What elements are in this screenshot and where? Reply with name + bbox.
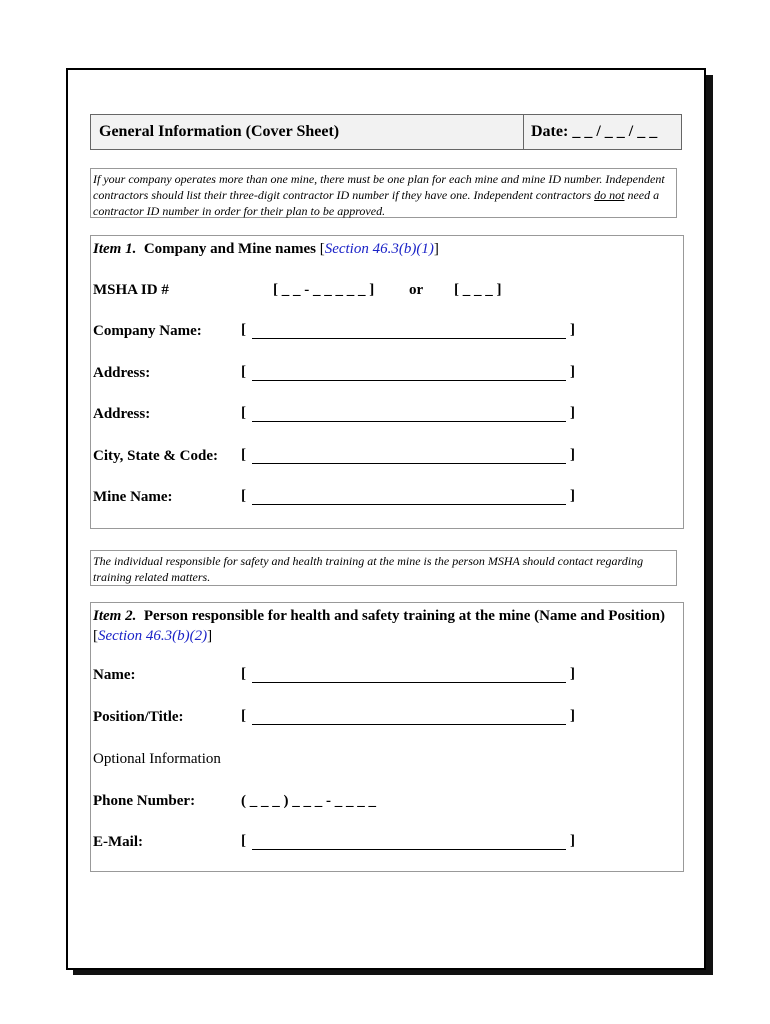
item1-heading	[93, 239, 439, 259]
company-name-label: Company Name:	[93, 323, 202, 339]
email-label: E-Mail:	[93, 834, 143, 850]
phone-number-label: Phone Number:	[93, 793, 196, 809]
city-state-code-field[interactable]	[241, 447, 575, 464]
trainer-name-field[interactable]	[241, 666, 575, 683]
item1-title: Company and Mine names	[143, 241, 316, 257]
input-line	[252, 324, 566, 339]
bracket-close: ]	[570, 405, 575, 421]
input-line	[252, 668, 566, 683]
item2-title: Person responsible for health and safety training at the mine (Name and Position)	[143, 608, 665, 624]
input-line	[252, 490, 566, 505]
trainer-name-label: Name:	[93, 667, 136, 683]
input-line	[252, 407, 566, 422]
bracket-close: ]	[570, 322, 575, 338]
header-box	[90, 114, 682, 150]
mine-name-field[interactable]	[241, 488, 575, 505]
bracket-open: [	[241, 833, 246, 849]
item2-heading	[93, 606, 678, 646]
optional-info-label: Optional Information	[93, 751, 221, 767]
bracket-close: ]	[570, 708, 575, 724]
page-title: General Information (Cover Sheet)	[99, 123, 340, 140]
bracket-open: [	[241, 488, 246, 504]
address-field-2[interactable]	[241, 405, 575, 422]
bracket-close: ]	[570, 447, 575, 463]
bracket-close: ]	[570, 833, 575, 849]
item2-label: Item 2.	[93, 608, 137, 624]
date-field[interactable]: Date: _ _ / _ _ / _ _	[531, 123, 658, 140]
msha-id-label: MSHA ID #	[93, 282, 169, 298]
input-line	[252, 366, 566, 381]
note1-text-end: need a contractor ID number in order for their plan to be approved.	[93, 188, 660, 218]
note1-underlined: do not	[594, 188, 625, 202]
instruction-note-2: The individual responsible for safety and health training at the mine is the person MSHA should contact regarding training related matters.	[90, 550, 677, 586]
instruction-note-1	[90, 168, 677, 218]
note1-text-start: If your company operates more than one mine, there must be one plan for each mine and mine ID number. Independent contractors should list their three-digit contractor ID number if they have one. Independent contractors	[93, 172, 665, 202]
mine-name-label: Mine Name:	[93, 489, 173, 505]
address-label-1: Address:	[93, 365, 151, 381]
bracket-close: ]	[207, 628, 213, 644]
address-field-1[interactable]	[241, 364, 575, 381]
item1-section	[90, 235, 684, 529]
input-line	[252, 710, 566, 725]
city-state-code-label: City, State & Code:	[93, 448, 218, 464]
document-page	[66, 68, 706, 970]
item1-label: Item 1.	[93, 241, 137, 257]
position-title-label: Position/Title:	[93, 709, 184, 725]
item1-section-link[interactable]: Section 46.3(b)(1)	[324, 241, 434, 257]
or-label: or	[409, 282, 424, 298]
bracket-open: [	[319, 241, 325, 257]
item2-section-link[interactable]: Section 46.3(b)(2)	[98, 628, 208, 644]
bracket-close: ]	[570, 666, 575, 682]
phone-number-field[interactable]: ( _ _ _ ) _ _ _ - _ _ _ _	[241, 793, 376, 809]
input-line	[252, 449, 566, 464]
contractor-id-field[interactable]: [ _ _ _ ]	[454, 282, 502, 298]
bracket-open: [	[93, 628, 98, 644]
msha-id-field[interactable]: [ _ _ - _ _ _ _ _ ]	[273, 282, 375, 298]
header-divider	[523, 115, 524, 149]
item2-section	[90, 602, 684, 872]
bracket-open: [	[241, 666, 246, 682]
email-field[interactable]	[241, 833, 575, 850]
address-label-2: Address:	[93, 406, 151, 422]
bracket-open: [	[241, 708, 246, 724]
bracket-close: ]	[570, 364, 575, 380]
input-line	[252, 835, 566, 850]
bracket-open: [	[241, 364, 246, 380]
bracket-close: ]	[433, 241, 439, 257]
bracket-close: ]	[570, 488, 575, 504]
company-name-field[interactable]	[241, 322, 575, 339]
bracket-open: [	[241, 405, 246, 421]
position-title-field[interactable]	[241, 708, 575, 725]
bracket-open: [	[241, 322, 246, 338]
bracket-open: [	[241, 447, 246, 463]
